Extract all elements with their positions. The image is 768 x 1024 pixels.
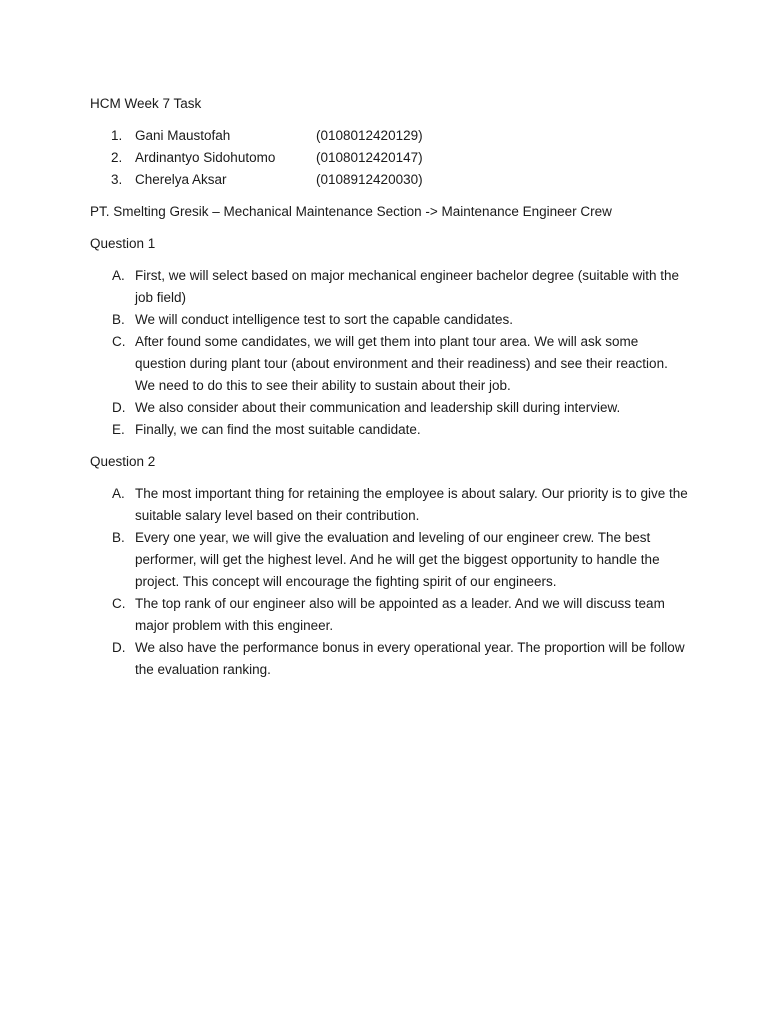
document-title: HCM Week 7 Task — [90, 96, 202, 111]
member-id: (0108012420129) — [316, 128, 423, 143]
member-number: 3. — [111, 172, 123, 187]
answer-letter: D. — [112, 640, 126, 655]
answer-item — [90, 593, 690, 637]
answer-letter: C. — [112, 334, 126, 349]
answer-item — [90, 331, 690, 397]
answer-letter: B. — [112, 312, 125, 327]
member-item — [90, 169, 690, 191]
answer-letter: E. — [112, 422, 125, 437]
question-1-heading: Question 1 — [90, 236, 156, 251]
member-number: 2. — [111, 150, 123, 165]
document-content — [90, 93, 690, 691]
member-name: Cherelya Aksar — [135, 172, 227, 187]
answer-text: After found some candidates, we will get them into plant tour area. We will ask some question during plant tour (about environment and their readiness) and see their reaction. We need to do this to see their ability to sustain about their job. — [135, 334, 668, 393]
answer-text: The most important thing for retaining the employee is about salary. Our priority is to give the suitable salary level based on their contribution. — [135, 486, 688, 523]
answer-item — [90, 637, 690, 681]
answer-text: The top rank of our engineer also will be appointed as a leader. And we will discuss team major problem with this engineer. — [135, 596, 665, 633]
member-name: Ardinantyo Sidohutomo — [135, 150, 276, 165]
answer-letter: A. — [112, 268, 125, 283]
member-list — [90, 125, 690, 191]
answer-text: We also consider about their communication and leadership skill during interview. — [135, 400, 621, 415]
answer-item — [90, 483, 690, 527]
answer-item — [90, 397, 690, 419]
member-item — [90, 147, 690, 169]
answer-item — [90, 309, 690, 331]
member-name: Gani Maustofah — [135, 128, 231, 143]
answer-letter: C. — [112, 596, 126, 611]
question-2-list — [90, 483, 690, 681]
section-line: PT. Smelting Gresik – Mechanical Maintenance Section -> Maintenance Engineer Crew — [90, 204, 612, 219]
answer-letter: A. — [112, 486, 125, 501]
answer-text: We also have the performance bonus in every operational year. The proportion will be follow the evaluation ranking. — [135, 640, 685, 677]
member-item — [90, 125, 690, 147]
answer-item — [90, 419, 690, 441]
answer-item — [90, 527, 690, 593]
answer-text: Every one year, we will give the evaluation and leveling of our engineer crew. The best performer, will get the highest level. And he will get the biggest opportunity to handle the project. This concept will encourage the fighting spirit of our engineers. — [135, 530, 660, 589]
answer-text: First, we will select based on major mechanical engineer bachelor degree (suitable with the job field) — [135, 268, 680, 305]
answer-text: We will conduct intelligence test to sort the capable candidates. — [135, 312, 513, 327]
member-id: (0108012420147) — [316, 150, 423, 165]
member-id: (0108912420030) — [316, 172, 423, 187]
member-number: 1. — [111, 128, 123, 143]
answer-item — [90, 265, 690, 309]
question-2-heading: Question 2 — [90, 454, 156, 469]
question-1-list — [90, 265, 690, 441]
answer-letter: B. — [112, 530, 125, 545]
answer-letter: D. — [112, 400, 126, 415]
answer-text: Finally, we can find the most suitable candidate. — [135, 422, 421, 437]
